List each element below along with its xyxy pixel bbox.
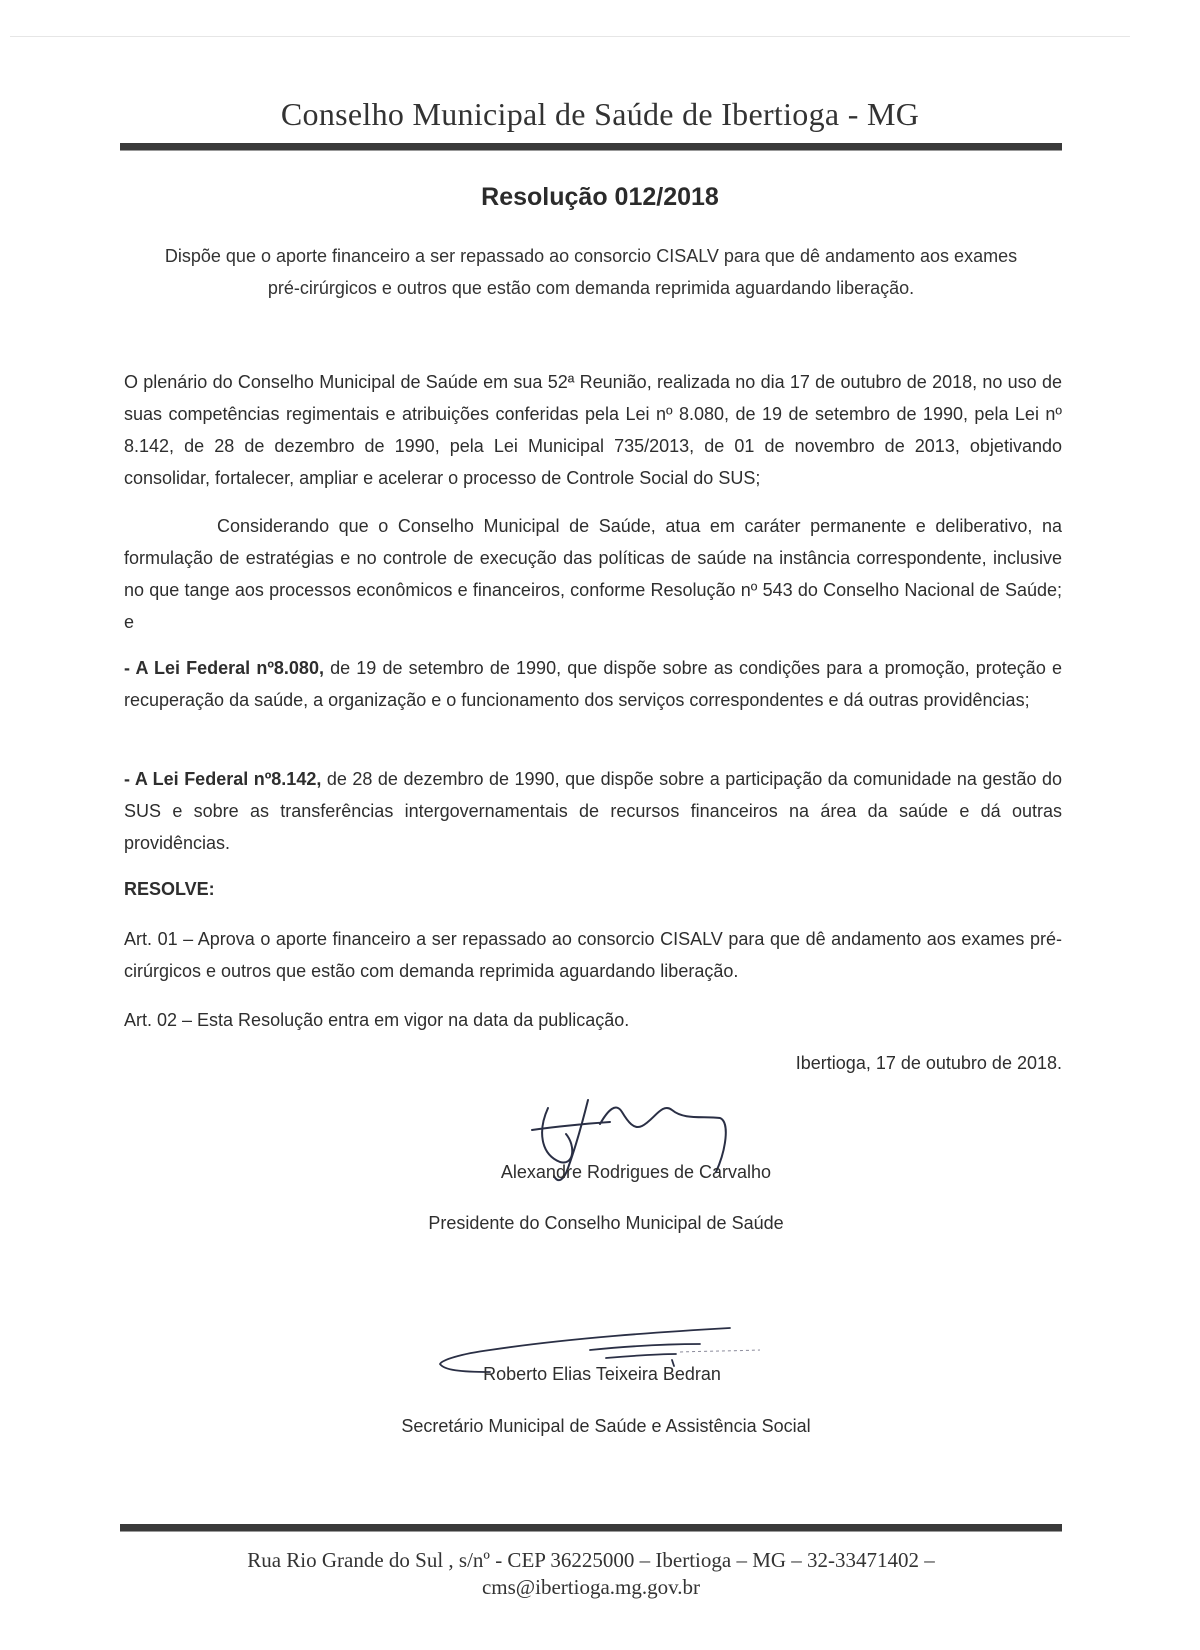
article-01: Art. 01 – Aprova o aporte financeiro a ser repassado ao consorcio CISALV para que dê andamento aos exames pré-cirúrgicos e outros que estão com demanda reprimida aguardando liberação. — [124, 929, 1062, 981]
president-name: Alexandre Rodrigues de Carvalho — [500, 1162, 772, 1182]
footer-contact — [120, 1547, 1062, 1601]
law-8080-reference: - A Lei Federal nº8.080, — [124, 658, 324, 678]
resolution-title: Resolução 012/2018 — [481, 183, 719, 211]
footer-email: cms@ibertioga.mg.gov.br — [481, 1575, 701, 1599]
law-8080-paragraph — [124, 652, 1062, 716]
footer-address: Rua Rio Grande do Sul , s/nº - CEP 36225000 – Ibertioga – MG – 32-33471402 – — [247, 1548, 935, 1572]
law-8142-paragraph — [124, 763, 1062, 859]
secretary-name: Roberto Elias Teixeira Bedran — [483, 1364, 721, 1384]
article-02: Art. 02 – Esta Resolução entra em vigor na data da publicação. — [124, 1010, 630, 1030]
summary-line-2: pré-cirúrgicos e outros que estão com demanda reprimida aguardando liberação. — [267, 278, 915, 298]
law-8142-reference: - A Lei Federal nº8.142, — [124, 769, 322, 789]
footer-rule — [120, 1524, 1062, 1531]
council-header-title: Conselho Municipal de Saúde de Ibertioga - MG — [280, 96, 920, 132]
law-8142-text: de 28 de dezembro de 1990, que dispõe sobre a participação da comunidade na gestão do SUS e sobre as transferências intergovernamentais de recursos financeiros na área da saúde e dá outras providências. — [124, 769, 1062, 853]
resolve-label: RESOLVE: — [124, 879, 215, 899]
considering-paragraph: Considerando que o Conselho Municipal de Saúde, atua em caráter permanente e deliberativo, na formulação de estratégias e no controle de execução das políticas de saúde na instância correspondente, inclusive no que tange aos processos econômicos e financeiros, conforme Resolução nº 543 do Conselho Nacional de Saúde; e — [124, 516, 1062, 632]
place-and-date: Ibertioga, 17 de outubro de 2018. — [795, 1053, 1062, 1073]
header-rule — [120, 143, 1062, 150]
secretary-role: Secretário Municipal de Saúde e Assistência Social — [401, 1416, 811, 1436]
president-role: Presidente do Conselho Municipal de Saúde — [428, 1213, 784, 1233]
law-8080-text: de 19 de setembro de 1990, que dispõe sobre as condições para a promoção, proteção e recuperação da saúde, a organização e o funcionamento dos serviços correspondentes e dá outras providências; — [124, 658, 1062, 710]
resolution-summary — [120, 240, 1062, 304]
preamble-paragraph: O plenário do Conselho Municipal de Saúde em sua 52ª Reunião, realizada no dia 17 de outubro de 2018, no uso de suas competências regimentais e atribuições conferidas pela Lei nº 8.080, de 19 de setembro de 1990, pela Lei nº 8.142, de 28 de dezembro de 1990, pela Lei Municipal 735/2013, de 01 de novembro de 2013, objetivando consolidar, fortalecer, ampliar e acelerar o processo de Controle Social do SUS; — [124, 372, 1062, 488]
scan-edge-line — [10, 36, 1130, 37]
summary-line-1: Dispõe que o aporte financeiro a ser repassado ao consorcio CISALV para que dê andamento aos exames — [164, 246, 1018, 266]
